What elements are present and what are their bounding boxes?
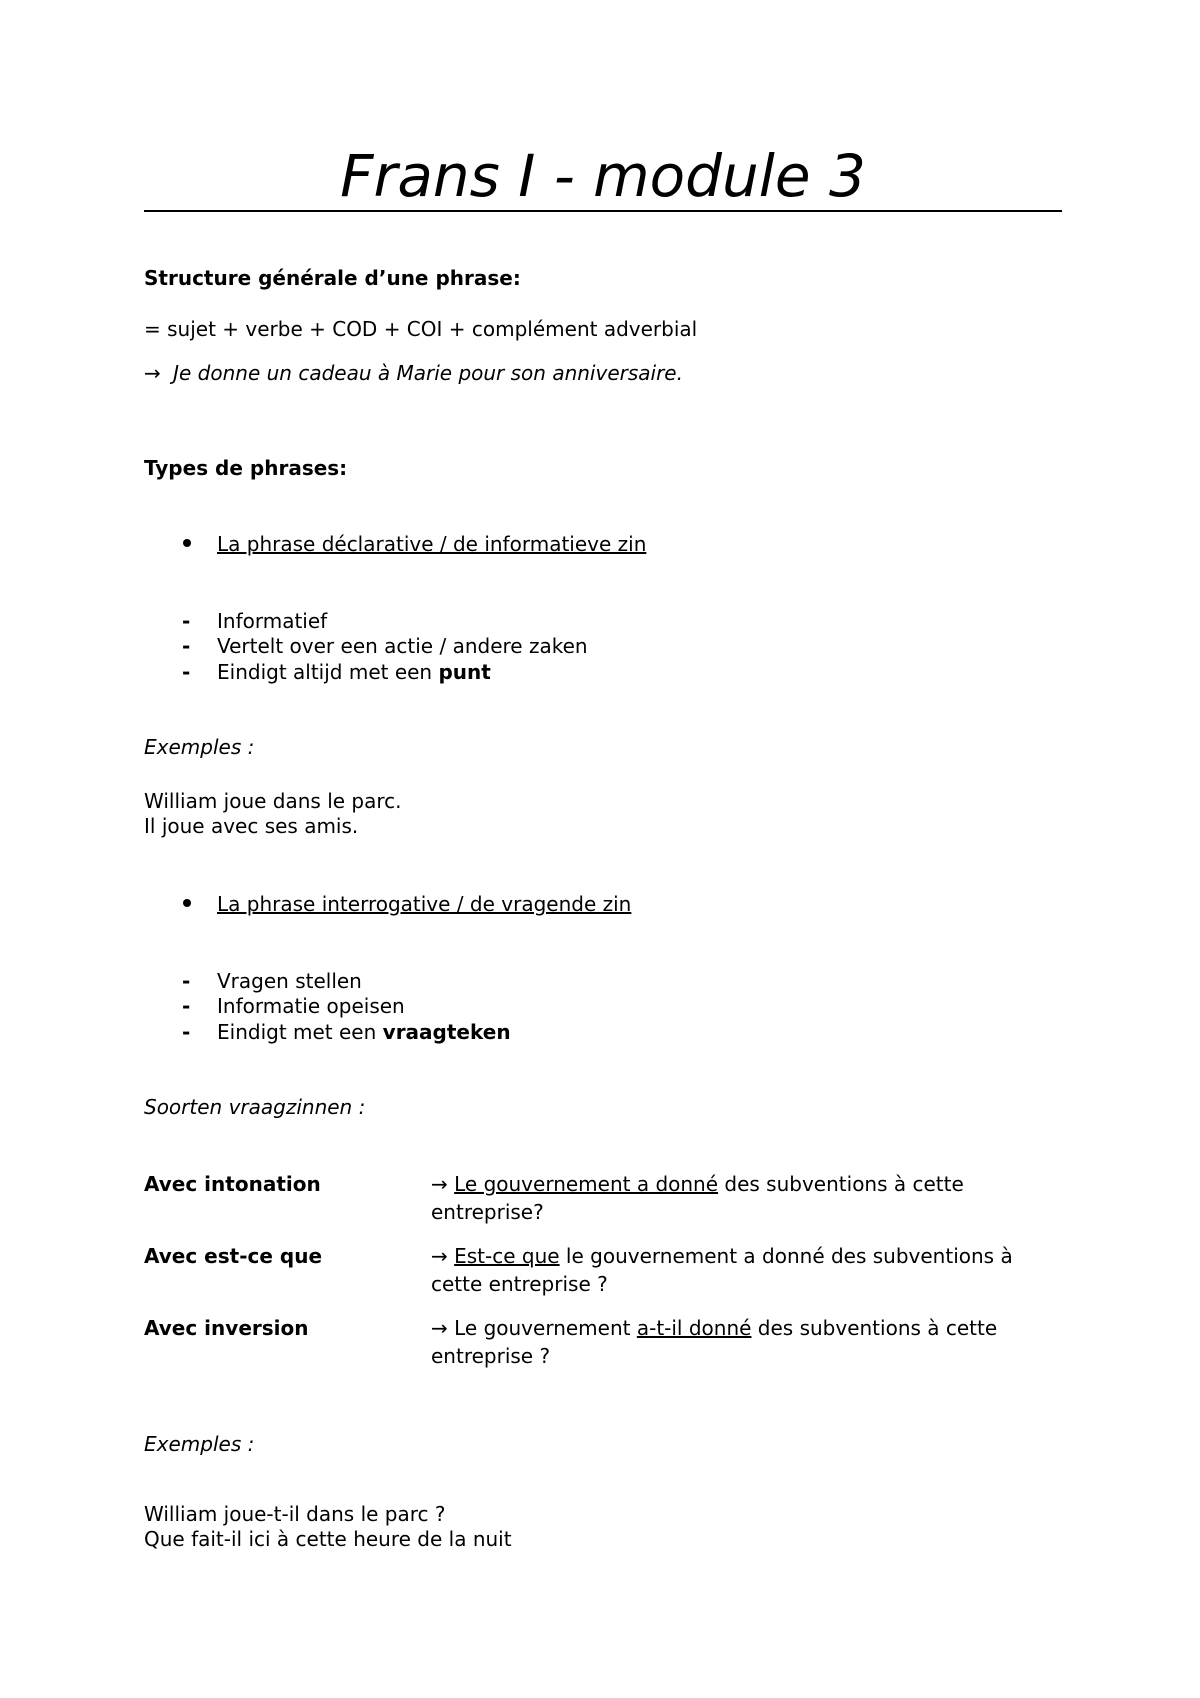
- interrogative-title: La phrase interrogative / de vragende zin: [217, 892, 632, 916]
- example-line: William joue dans le parc.: [144, 789, 402, 813]
- types-heading: Types de phrases:: [144, 456, 348, 480]
- dash-icon: -: [182, 660, 191, 684]
- bullet-icon: [183, 539, 191, 547]
- example-post: le gouvernement a donné des subventions à: [559, 1244, 1013, 1268]
- interrogative-point: Informatie opeisen: [217, 994, 405, 1018]
- question-type-label: Avec inversion: [144, 1316, 309, 1340]
- point-text: Eindigt met een: [217, 1020, 383, 1044]
- question-type-example-cont: entreprise ?: [431, 1344, 551, 1368]
- question-type-example-cont: entreprise?: [431, 1200, 544, 1224]
- dash-icon: -: [182, 634, 191, 658]
- example-post: des subventions à cette: [751, 1316, 998, 1340]
- structure-example-line: [144, 361, 683, 386]
- example-underlined: Est-ce que: [454, 1244, 560, 1268]
- question-type-label: Avec est-ce que: [144, 1244, 323, 1268]
- example-line: William joue-t-il dans le parc ?: [144, 1502, 446, 1526]
- examples-label: Exemples :: [144, 1432, 255, 1456]
- declarative-title: La phrase déclarative / de informatieve zin: [217, 532, 647, 556]
- structure-example: Je donne un cadeau à Marie pour son anniversaire.: [173, 361, 683, 385]
- point-bold-text: punt: [438, 660, 491, 684]
- arrow-icon: →: [144, 361, 161, 385]
- example-line: Que fait-il ici à cette heure de la nuit: [144, 1527, 512, 1551]
- interrogative-point: Vragen stellen: [217, 969, 362, 993]
- dash-icon: -: [182, 609, 191, 633]
- question-type-example: [431, 1172, 964, 1197]
- example-pre: Le gouvernement: [454, 1316, 637, 1340]
- page-title: Frans I - module 3: [340, 142, 866, 210]
- arrow-icon: →: [431, 1172, 448, 1196]
- example-line: Il joue avec ses amis.: [144, 814, 359, 838]
- bullet-icon: [183, 899, 191, 907]
- structure-heading: Structure générale d’une phrase:: [144, 266, 521, 290]
- dash-icon: -: [182, 969, 191, 993]
- arrow-icon: →: [431, 1244, 448, 1268]
- title-underline-rule: [144, 210, 1062, 212]
- structure-formula: = sujet + verbe + COD + COI + complément adverbial: [144, 317, 698, 341]
- dash-icon: -: [182, 1020, 191, 1044]
- example-post: des subventions à cette: [718, 1172, 964, 1196]
- example-underlined: a-t-il donné: [636, 1316, 752, 1340]
- example-underlined: Le gouvernement a donné: [454, 1172, 719, 1196]
- sorts-label: Soorten vraagzinnen :: [144, 1095, 366, 1119]
- question-type-example: [431, 1244, 1013, 1269]
- declarative-point: Informatief: [217, 609, 328, 633]
- question-type-example-cont: cette entreprise ?: [431, 1272, 608, 1296]
- question-type-example: [431, 1316, 997, 1341]
- point-bold-text: vraagteken: [382, 1020, 511, 1044]
- declarative-point: Vertelt over een actie / andere zaken: [217, 634, 588, 658]
- question-type-label: Avec intonation: [144, 1172, 321, 1196]
- point-text: Eindigt altijd met een: [217, 660, 439, 684]
- examples-label: Exemples :: [144, 735, 255, 759]
- declarative-point: [217, 660, 491, 685]
- arrow-icon: →: [431, 1316, 448, 1340]
- dash-icon: -: [182, 994, 191, 1018]
- interrogative-point: [217, 1020, 511, 1045]
